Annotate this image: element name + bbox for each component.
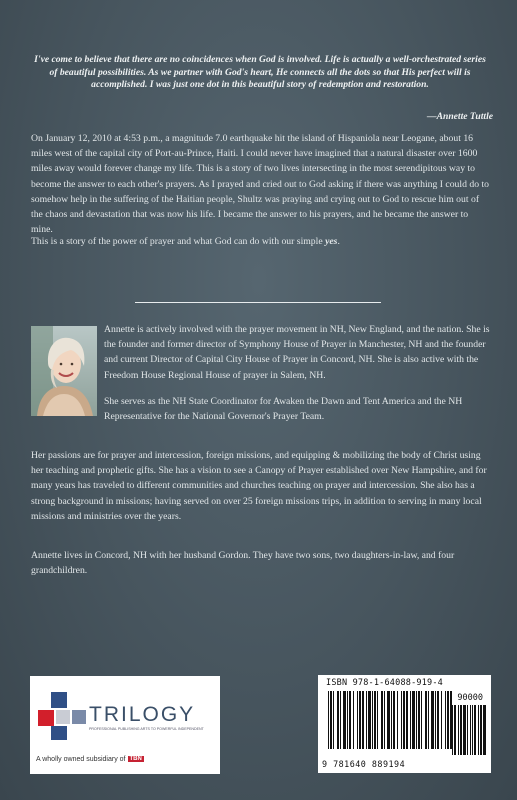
isbn-label: ISBN 978-1-64088-919-4 xyxy=(326,678,443,688)
author-bio-paragraph: Annette lives in Concord, NH with her husband Gordon. They have two sons, two daughters-in-law, and four grandchildren. xyxy=(31,550,455,577)
subsidiary-text: A wholly owned subsidiary of xyxy=(36,756,126,763)
tbn-logo: TBN xyxy=(129,756,142,762)
author-bio-paragraph: Annette is actively involved with the prayer movement in NH, New England, and the nation. She is the founder and former director of Symphony House of Prayer in Manchester, NH and the founder and current Director of Capital City House of Prayer in Concord, NH. She is also active with the Freedom House Regional House of prayer in Salem, NH. xyxy=(104,324,490,381)
story-text: This is a story of the power of prayer and what God can do with our simple xyxy=(31,236,326,247)
ean-digits: 9 781640 889194 xyxy=(322,759,406,769)
story-text-end: . xyxy=(337,236,340,247)
publisher-name: TRILOGY xyxy=(89,703,196,726)
isbn-barcode xyxy=(318,675,491,773)
author-bio-paragraph: She serves as the NH State Coordinator for Awaken the Dawn and Tent America and the NH Representative for the National Governor's Prayer Team. xyxy=(104,396,463,423)
price-code: 90000 xyxy=(457,693,483,703)
yes-emphasis: yes xyxy=(325,236,338,247)
publisher-logo xyxy=(30,676,220,774)
trilogy-mark-icon xyxy=(36,690,88,742)
quote-attribution: —Annette Tuttle xyxy=(426,111,493,122)
ean-bars xyxy=(328,691,452,749)
addon-bars xyxy=(452,705,486,755)
publisher-tagline: PROFESSIONAL PUBLISHING ARTS TO POWERFUL INDEPENDENT xyxy=(89,727,204,731)
author-bio-paragraph: Her passions are for prayer and intercession, foreign missions, and equipping & mobilizing the body of Christ using her teaching and prophetic gifts. She has a vision to see a Canopy of Prayer established over New Hampshire, and for many years has traveled to different communities and churches teaching on prayer and intercession. She also has a strong background in missions; having served on over 25 foreign missions trips, in addition to serving in many local missions and ministries over the years. xyxy=(31,450,487,522)
back-cover-quote: I've come to believe that there are no coincidences when God is involved. Life is actually a well-orchestrated series of beautiful possibilities. As we partner with God's heart, He connects all the dots so that His perfect will is accomplished. I was just one dot in this beautiful story of redemption and restoration. xyxy=(34,54,486,91)
story-paragraph: On January 12, 2010 at 4:53 p.m., a magnitude 7.0 earthquake hit the island of Hispaniola near Leogane, about 16 miles west of the capital city of Port-au-Prince, Haiti. I could never have imagined that a natural disaster over 1600 miles away would forever change my life. This is a story of two lives intersecting in the most serendipitous way to become the answer to each other's prayers. As I prayed and cried out to God asking if there was anything I could do to somehow help in the suffering of the Haitian people, Shultz was praying and crying out to God to rescue him out of the chaos and devastation that was now his life. I became the answer to his prayers, and he became the answer to mine. xyxy=(31,133,489,236)
author-photo xyxy=(31,326,97,416)
story-paragraph-yes xyxy=(31,234,489,249)
subsidiary-line xyxy=(36,756,144,763)
section-divider xyxy=(135,302,381,303)
